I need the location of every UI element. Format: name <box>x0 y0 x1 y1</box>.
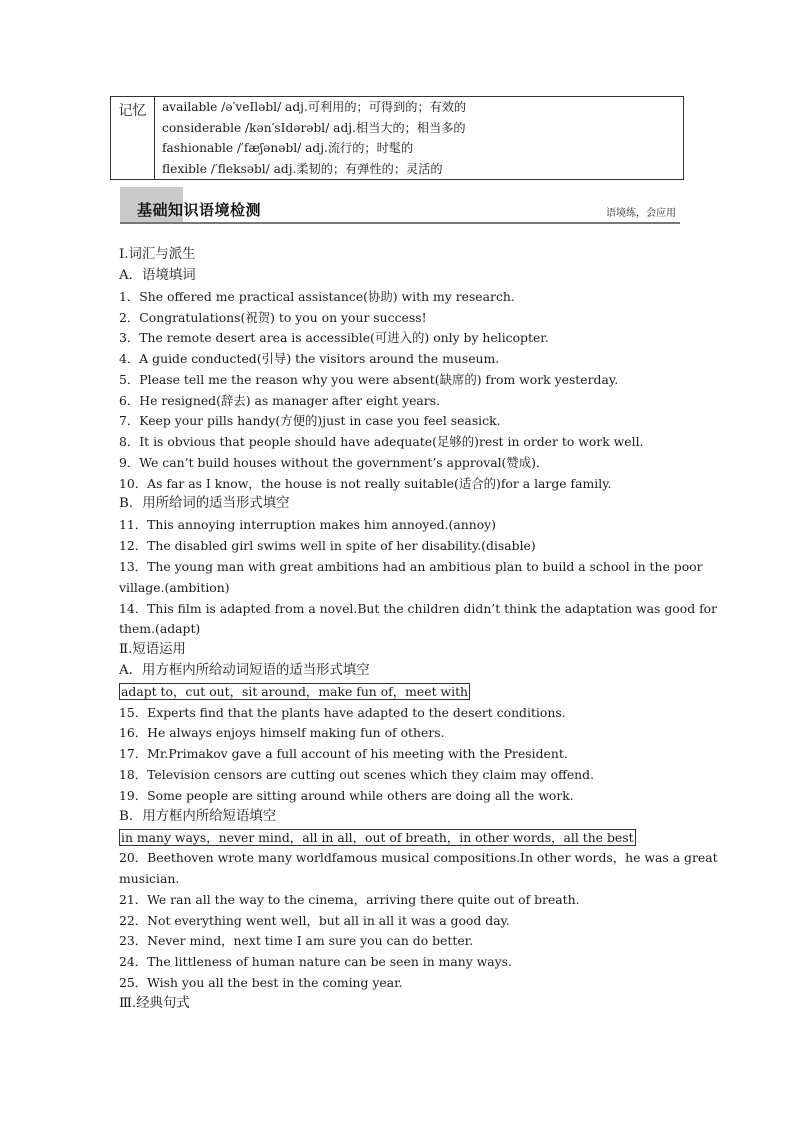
subsection-heading: B．用所给词的适当形式填空 <box>119 496 290 511</box>
exercise-item: 15．Experts find that the plants have adapted to the desert conditions. <box>119 705 566 720</box>
exercise-item-continued: musician. <box>119 871 180 886</box>
section-header <box>120 187 680 225</box>
memory-table <box>110 96 684 180</box>
phrase-box-text: in many ways，never mind，all in all，out of breath，in other words，all the best <box>121 830 634 845</box>
exercise-item: 19．Some people are sitting around while others are doing all the work. <box>119 788 574 803</box>
subsection-heading: A．语境填词 <box>119 268 196 283</box>
section-heading: Ⅲ.经典句式 <box>119 996 190 1011</box>
exercise-item: 6．He resigned(辞去) as manager after eight years. <box>119 393 441 408</box>
exercise-item: 11．This annoying interruption makes him annoyed.(annoy) <box>119 517 497 532</box>
phrase-box-a <box>119 683 675 700</box>
exercise-item: 24．The littleness of human nature can be seen in many ways. <box>119 954 512 969</box>
section-title: 基础知识语境检测 <box>137 201 262 219</box>
memory-label: 记忆 <box>111 97 155 179</box>
exercise-item: 22．Not everything went well，but all in all it was a good day. <box>119 913 510 928</box>
exercise-item: 21．We ran all the way to the cinema，arriving there quite out of breath. <box>119 892 580 907</box>
exercise-item: 9．We can’t build houses without the government’s approval(赞成)． <box>119 455 549 470</box>
section-heading: Ⅰ.词汇与派生 <box>119 247 196 262</box>
memory-word-list <box>155 97 683 179</box>
exercise-item: 5．Please tell me the reason why you were absent(缺席的) from work yesterday. <box>119 372 619 387</box>
memory-word: available /ə′veIləbl/ adj.可利用的；可得到的；有效的 <box>162 100 467 114</box>
subsection-heading: B．用方框内所给短语填空 <box>119 809 277 824</box>
memory-word: considerable /kən′sIdərəbl/ adj.相当大的；相当多的 <box>162 120 466 135</box>
exercise-item: 18．Television censors are cutting out scenes which they claim may offend. <box>119 767 595 782</box>
phrase-box-text: adapt to，cut out，sit around，make fun of，meet with <box>121 684 469 699</box>
phrase-box-b <box>119 829 675 846</box>
exercise-item: 7．Keep your pills handy(方便的)just in case you feel seasick. <box>119 413 501 428</box>
exercise-item: 14．This film is adapted from a novel.But the children didn’t think the adaptation was good for <box>119 601 718 616</box>
memory-word: flexible /′fleksəbl/ adj.柔韧的；有弹性的；灵活的 <box>162 161 443 176</box>
section-subtitle: 语境练，会应用 <box>606 208 676 219</box>
exercise-item: 20．Beethoven wrote many worldfamous musical compositions.In other words，he was a great <box>119 850 718 865</box>
memory-word: fashionable /′fæʃənəbl/ adj.流行的；时髦的 <box>162 141 414 155</box>
section-heading: Ⅱ.短语运用 <box>119 642 186 657</box>
exercise-item: 17．Mr.Primakov gave a full account of his meeting with the President. <box>119 746 568 761</box>
exercise-item-continued: them.(adapt) <box>119 621 201 636</box>
exercise-item: 12．The disabled girl swims well in spite of her disability.(disable) <box>119 538 536 553</box>
exercise-item: 3．The remote desert area is accessible(可进入的) only by helicopter. <box>119 330 549 345</box>
exercise-item: 13．The young man with great ambitions had an ambitious plan to build a school in the poor <box>119 559 703 574</box>
exercise-item: 25．Wish you all the best in the coming year. <box>119 975 403 990</box>
subsection-heading: A．用方框内所给动词短语的适当形式填空 <box>119 663 370 678</box>
exercise-item: 23．Never mind，next time I am sure you can do better. <box>119 933 474 948</box>
exercise-item: 2．Congratulations(祝贺) to you on your success! <box>119 310 427 325</box>
exercise-item: 10．As far as I know，the house is not really suitable(适合的)for a large family. <box>119 476 612 491</box>
exercise-item: 8．It is obvious that people should have adequate(足够的)rest in order to work well. <box>119 434 644 449</box>
header-rule <box>120 222 680 224</box>
exercise-item: 4．A guide conducted(引导) the visitors around the museum. <box>119 351 500 366</box>
exercise-item-continued: village.(ambition) <box>119 580 230 595</box>
exercise-item: 1．She offered me practical assistance(协助) with my research. <box>119 289 515 304</box>
exercise-item: 16．He always enjoys himself making fun of others. <box>119 725 445 740</box>
